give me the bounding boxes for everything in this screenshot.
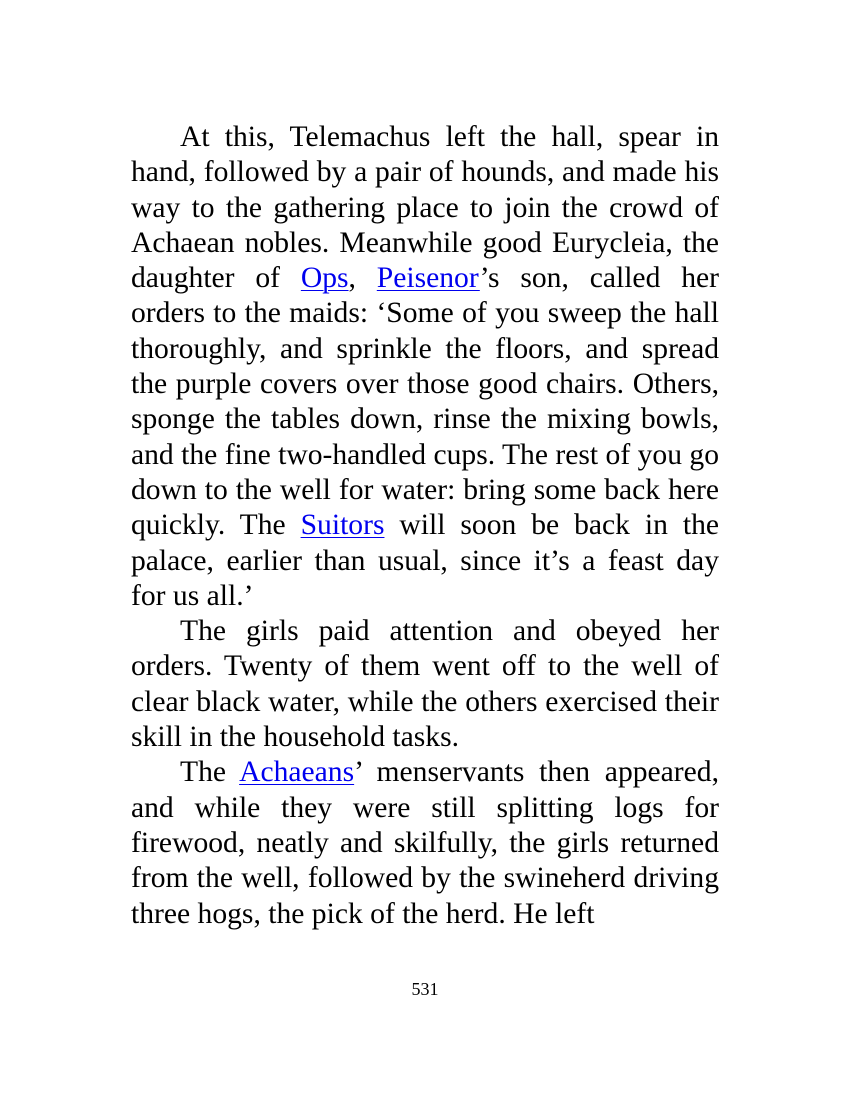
- text-run: The: [180, 756, 240, 789]
- link-achaeans[interactable]: Achaeans: [239, 756, 355, 789]
- paragraph-1: [131, 120, 719, 614]
- link-suitors[interactable]: Suitors: [300, 509, 385, 542]
- text-run: ’s son, called her orders to the maids: ‘Some of you sweep the hall thoroughly, and sprinkle the floors, and spread the purple covers over those good chairs. Others, sponge the tables down, rinse the mixing bowls, and the fine two-handled cups. The rest of you go down to the well for water: bring some back here quickly. The: [131, 262, 719, 542]
- link-peisenor[interactable]: Peisenor: [376, 262, 480, 295]
- text-run: ,: [348, 262, 377, 295]
- text-run: The girls paid attention and obeyed her orders. Twenty of them went off to the well of clear black water, while the others exercised their skill in the household tasks.: [131, 615, 719, 754]
- page-number: 531: [411, 979, 439, 999]
- paragraph-3: [131, 755, 719, 931]
- text-run: ’ menservants then appeared, and while they were still splitting logs for firewood, neatly and skilfully, the girls returned from the well, followed by the swineherd driving three hogs, the pick of the herd. He left: [131, 756, 719, 930]
- text-run: will soon be back in the palace, earlier than usual, since it’s a feast day for us all.’: [131, 509, 719, 612]
- text-run: At this, Telemachus left the hall, spear in hand, followed by a pair of hounds, and made his way to the gathering place to join the crowd of Achaean nobles. Meanwhile good Eurycleia, the daughter of: [131, 121, 719, 295]
- paragraph-2: [131, 614, 719, 755]
- body-text: [131, 120, 719, 932]
- link-ops[interactable]: Ops: [300, 262, 349, 295]
